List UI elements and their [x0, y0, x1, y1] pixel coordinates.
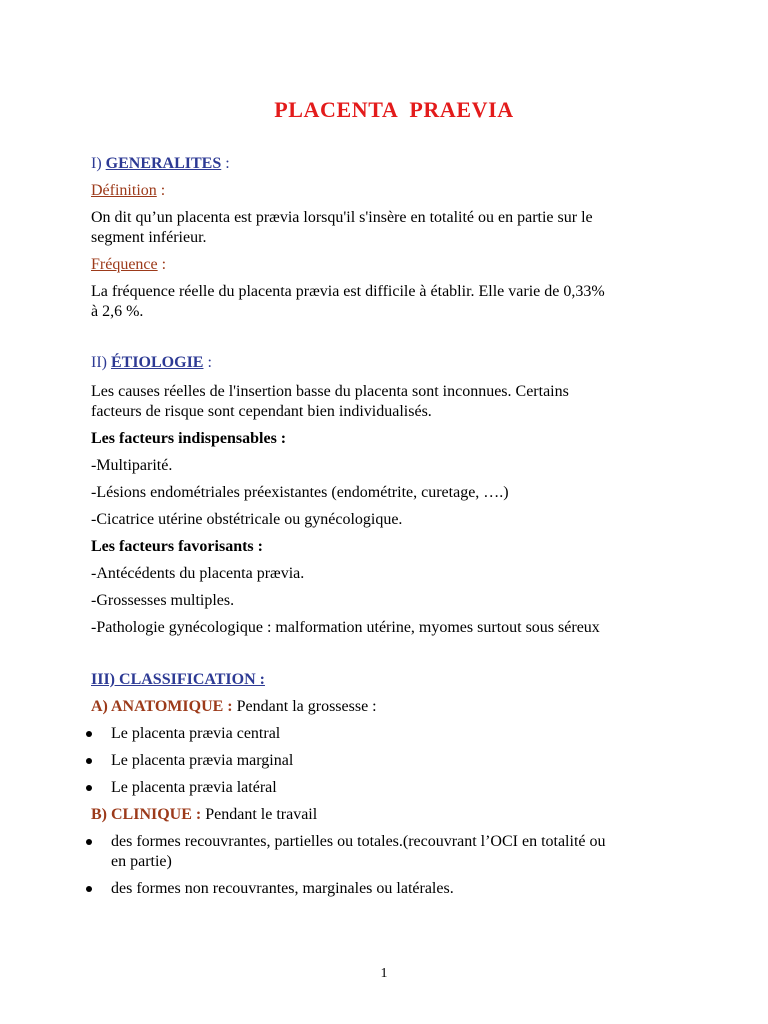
section-number: I) [91, 155, 106, 172]
subheading-text: Pendant le travail [201, 806, 318, 823]
list-item: -Cicatrice utérine obstétricale ou gynécologique. [91, 511, 403, 528]
bullet-icon [86, 731, 92, 737]
frequence-text-line: La fréquence réelle du placenta prævia est difficile à établir. Elle varie de 0,33% [91, 283, 605, 300]
section-number: II) [91, 354, 111, 371]
etiologie-intro-line: facteurs de risque sont cependant bien individualisés. [91, 403, 432, 420]
subheading-clinique [91, 805, 317, 825]
bullet-icon [86, 785, 92, 791]
list-item: Le placenta prævia central [111, 725, 281, 742]
section-heading-generalites [91, 154, 230, 174]
subheading-text: Pendant la grossesse : [232, 698, 377, 715]
subheading-label: Définition [91, 182, 157, 199]
list-item: Le placenta prævia marginal [111, 752, 294, 769]
section-heading-etiologie [91, 353, 212, 373]
subheading-label: A) ANATOMIQUE : [91, 698, 233, 715]
bullet-icon [86, 839, 92, 845]
bullet-icon [86, 758, 92, 764]
page-number: 1 [380, 966, 388, 981]
frequence-text-line: à 2,6 %. [91, 303, 144, 320]
section-title: GENERALITES [105, 155, 222, 172]
list-item: des formes recouvrantes, partielles ou totales.(recouvrant l’OCI en totalité ou [111, 833, 606, 850]
etiologie-intro-line: Les causes réelles de l'insertion basse du placenta sont inconnues. Certains [91, 383, 569, 400]
list-item: -Antécédents du placenta prævia. [91, 565, 305, 582]
subheading-label: Fréquence [91, 256, 158, 273]
bullet-icon [86, 886, 92, 892]
subheading-frequence [91, 255, 166, 275]
list-item: -Pathologie gynécologique : malformation utérine, myomes surtout sous séreux [91, 619, 600, 636]
list-item: -Lésions endométriales préexistantes (endométrite, curetage, ….) [91, 484, 509, 501]
section-colon: : [203, 354, 212, 371]
subheading-definition [91, 181, 165, 201]
subheading-anatomique [91, 697, 377, 717]
list-item-continuation: en partie) [111, 853, 172, 870]
subheading-label: B) CLINIQUE : [91, 806, 202, 823]
list-item: Le placenta prævia latéral [111, 779, 277, 796]
section-heading-classification: III) CLASSIFICATION : [91, 671, 265, 688]
favorisants-title: Les facteurs favorisants : [91, 538, 263, 555]
section-colon: : [221, 155, 230, 172]
section-title: ÉTIOLOGIE [110, 354, 204, 371]
page-title: PLACENTA PRAEVIA [274, 97, 514, 122]
definition-text-line: segment inférieur. [91, 229, 207, 246]
list-item: -Multiparité. [91, 457, 173, 474]
definition-text-line: On dit qu’un placenta est prævia lorsqu'il s'insère en totalité ou en partie sur le [91, 209, 593, 226]
subheading-colon: : [156, 182, 166, 199]
list-item: -Grossesses multiples. [91, 592, 235, 609]
subheading-colon: : [157, 256, 167, 273]
list-item: des formes non recouvrantes, marginales ou latérales. [111, 880, 454, 897]
indispensables-title: Les facteurs indispensables : [91, 430, 287, 447]
